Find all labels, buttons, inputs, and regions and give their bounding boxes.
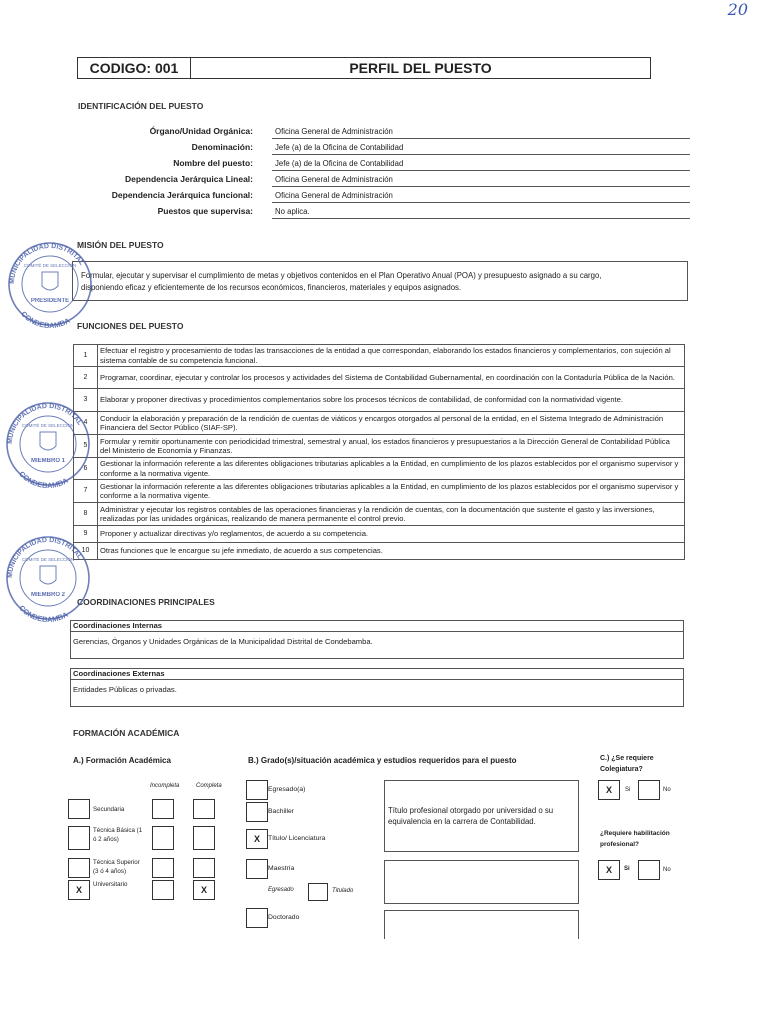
incompleta-header: Incompleta bbox=[150, 783, 180, 789]
ident-label: Nombre del puesto: bbox=[173, 158, 253, 168]
funcion-number: 1 bbox=[74, 345, 98, 367]
coordinaciones-internas-label: Coordinaciones Internas bbox=[71, 621, 683, 632]
ident-value: Oficina General de Administración bbox=[272, 189, 690, 203]
identificacion-title: IDENTIFICACIÓN DEL PUESTO bbox=[78, 101, 204, 111]
nivel-checkbox bbox=[68, 858, 90, 878]
nivel-completa-checkbox bbox=[193, 799, 215, 819]
coordinaciones-externas-label: Coordinaciones Externas bbox=[71, 669, 683, 680]
formacion-title: FORMACIÓN ACADÉMICA bbox=[73, 728, 180, 738]
ident-label: Puestos que supervisa: bbox=[157, 206, 253, 216]
ident-value: Jefe (a) de la Oficina de Contabilidad bbox=[272, 157, 690, 171]
funcion-row bbox=[74, 389, 685, 412]
funciones-title: FUNCIONES DEL PUESTO bbox=[77, 321, 184, 331]
funcion-row bbox=[74, 458, 685, 480]
coordinaciones-externas-box bbox=[70, 668, 684, 707]
funcion-number: 9 bbox=[74, 526, 98, 543]
mision-line-1: Formular, ejecutar y supervisar el cumplimiento de metas y objetivos contenidos en el Plan Operativo Anual (POA) y presupuesto asignado a su cargo, bbox=[81, 271, 602, 280]
page-number: 20 bbox=[727, 0, 748, 19]
doctorado-box bbox=[384, 910, 579, 939]
formacion-a-title: A.) Formación Académica bbox=[73, 756, 171, 765]
funcion-text: Gestionar la información referente a las diferentes obligaciones tributarias aplicables a la Entidad, en cumplimiento de los plazos establecidos por el organismo supervisor y conforme a la normativa vigente. bbox=[98, 458, 685, 480]
nivel-label: Secundaria bbox=[93, 806, 125, 813]
funcion-number: 4 bbox=[74, 412, 98, 435]
stamp-role-text: PRESIDENTE bbox=[30, 298, 70, 304]
stamp-miembro-1 bbox=[2, 400, 94, 488]
stamp-top-text: MUNICIPALIDAD DISTRITAL bbox=[6, 402, 84, 445]
habilitacion-no-checkbox bbox=[638, 860, 660, 880]
funcion-number: 8 bbox=[74, 503, 98, 526]
funcion-text: Proponer y actualizar directivas y/o reglamentos, de acuerdo a su competencia. bbox=[98, 526, 685, 543]
funcion-text: Otras funciones que le encargue su jefe inmediato, de acuerdo a sus competencias. bbox=[98, 543, 685, 560]
colegiatura-si-label: Si bbox=[625, 787, 631, 793]
stamp-bottom-text: CONDEBAMBA bbox=[17, 469, 70, 488]
funcion-row bbox=[74, 503, 685, 526]
funcion-text: Programar, coordinar, ejecutar y controlar los procesos y actividades del Sistema de Contabilidad Gubernamental, en coordinación con la Contaduría Pública de la Nación. bbox=[98, 367, 685, 389]
shield-icon bbox=[42, 272, 58, 290]
stamp-bottom-text: CONDEBAMBA bbox=[19, 309, 72, 328]
colegiatura-no-checkbox bbox=[638, 780, 660, 800]
nivel-checkbox bbox=[68, 826, 90, 850]
formacion-b-title: B.) Grado(s)/situación académica y estudios requeridos para el puesto bbox=[248, 756, 517, 765]
funcion-row bbox=[74, 412, 685, 435]
nivel-incompleta-checkbox bbox=[152, 858, 174, 878]
habilitacion-si-label: Si bbox=[624, 866, 630, 872]
nivel-checkbox bbox=[68, 799, 90, 819]
titulado-label: Titulado bbox=[332, 888, 354, 894]
stamp-inner-text: COMITÉ DE SELECCIÓN bbox=[21, 557, 75, 562]
ident-label: Dependencia Jerárquica Lineal: bbox=[124, 174, 253, 184]
shield-icon bbox=[40, 566, 56, 584]
coordinaciones-internas-text: Gerencias, Órganos y Unidades Orgánicas de la Municipalidad Distrital de Condebamba. bbox=[73, 637, 373, 646]
nivel-completa-checkbox bbox=[193, 858, 215, 878]
stamp-role-text: MIEMBRO 1 bbox=[30, 458, 66, 464]
funcion-text: Formular y remitir oportunamente con periodicidad trimestral, semestral y anual, los estados financieros y presupuestarios a la Dirección General de Contabilidad Pública del Ministerio de Economía y Finanzas. bbox=[98, 435, 685, 458]
grado-checkbox bbox=[246, 859, 268, 879]
grado-label: Título/ Licenciatura bbox=[268, 835, 326, 842]
grado-label: Egresado(a) bbox=[268, 786, 306, 793]
completa-header: Completa bbox=[196, 783, 222, 789]
ident-label: Denominación: bbox=[191, 142, 253, 152]
nivel-label: Técnica Superior (3 ó 4 años) bbox=[93, 859, 140, 875]
stamp-bottom-text: CONDEBAMBA bbox=[17, 603, 70, 622]
funcion-row bbox=[74, 345, 685, 367]
funcion-row bbox=[74, 526, 685, 543]
stamp-top-text: MUNICIPALIDAD DISTRITAL bbox=[6, 536, 84, 579]
nivel-completa-checkbox: X bbox=[193, 880, 215, 900]
colegiatura-title: C.) ¿Se requiere Colegiatura? bbox=[600, 755, 654, 773]
funcion-text: Gestionar la información referente a las diferentes obligaciones tributarias aplicables a la Entidad, en cumplimiento de los plazos establecidos por el organismo supervisor y conforme a la normativa vigente. bbox=[98, 480, 685, 503]
nivel-incompleta-checkbox bbox=[152, 799, 174, 819]
stamp-presidente bbox=[4, 240, 96, 328]
titulo-description: Título profesional otorgado por universidad o su equivalencia en la carrera de Contabilidad. bbox=[388, 806, 554, 826]
mision-title: MISIÓN DEL PUESTO bbox=[77, 240, 164, 250]
grado-checkbox: X bbox=[246, 829, 268, 849]
funcion-text: Administrar y ejecutar los registros contables de las operaciones financieras y la rendición de cuentas, con la documentación que sustente el gasto y las inversiones, realizadas por las unidades orgánicas, realizando de manera permanente el control previo. bbox=[98, 503, 685, 526]
funcion-number: 3 bbox=[74, 389, 98, 412]
ident-value: Oficina General de Administración bbox=[272, 173, 690, 187]
habilitacion-no-label: No bbox=[663, 867, 671, 873]
mision-line-2: disponiendo eficaz y eficientemente de los recursos económicos, financieros, materiales y equipos asignados. bbox=[81, 283, 462, 292]
funcion-row bbox=[74, 367, 685, 389]
nivel-incompleta-checkbox bbox=[152, 880, 174, 900]
funcion-number: 6 bbox=[74, 458, 98, 480]
nivel-completa-checkbox bbox=[193, 826, 215, 850]
grado-label: Maestría bbox=[268, 865, 295, 872]
habilitacion-si-checkbox: X bbox=[598, 860, 620, 880]
nivel-incompleta-checkbox bbox=[152, 826, 174, 850]
grado-checkbox bbox=[246, 780, 268, 800]
ident-value: Jefe (a) de la Oficina de Contabilidad bbox=[272, 141, 690, 155]
funcion-number: 2 bbox=[74, 367, 98, 389]
coordinaciones-internas-box bbox=[70, 620, 684, 659]
ident-value: No aplica. bbox=[272, 205, 690, 219]
funcion-number: 10 bbox=[74, 543, 98, 560]
stamp-role-text: MIEMBRO 2 bbox=[30, 592, 66, 598]
document-header bbox=[77, 57, 651, 79]
funcion-number: 5 bbox=[74, 435, 98, 458]
stamp-inner-text: COMITÉ DE SELECCIÓN bbox=[21, 423, 75, 428]
funcion-text: Efectuar el registro y procesamiento de todas las transacciones de la entidad a que correspondan, elaborando los estados financieros y complementarios, con sujeción al sistema contable de su competencia funcional. bbox=[98, 345, 685, 367]
document-title: PERFIL DEL PUESTO bbox=[349, 60, 492, 76]
funcion-row bbox=[74, 543, 685, 560]
mision-box bbox=[72, 261, 688, 301]
grado-label: Bachiller bbox=[268, 808, 295, 815]
colegiatura-no-label: No bbox=[663, 787, 671, 793]
titulo-description-box bbox=[384, 780, 579, 852]
stamp-miembro-2 bbox=[2, 534, 94, 622]
funcion-row bbox=[74, 435, 685, 458]
grado-checkbox bbox=[246, 908, 268, 928]
egresado-checkbox bbox=[308, 883, 328, 901]
funcion-number: 7 bbox=[74, 480, 98, 503]
document-code: CODIGO: 001 bbox=[78, 58, 191, 78]
grado-label: Doctorado bbox=[268, 914, 300, 921]
nivel-label: Técnica Básica (1 ó 2 años) bbox=[93, 827, 143, 843]
funcion-text: Elaborar y proponer directivas y procedimientos complementarios sobre los procesos técnicos de contabilidad, de conformidad con la normatividad vigente. bbox=[98, 389, 685, 412]
habilitacion-title: ¿Requiere habilitación profesional? bbox=[600, 830, 670, 848]
nivel-label: Universitario bbox=[93, 881, 128, 888]
egresado-label: Egresado bbox=[268, 887, 294, 893]
ident-value: Oficina General de Administración bbox=[272, 125, 690, 139]
nivel-checkbox: X bbox=[68, 880, 90, 900]
ident-label: Dependencia Jerárquica funcional: bbox=[111, 190, 253, 200]
funciones-table bbox=[73, 344, 685, 560]
maestria-box bbox=[384, 860, 579, 904]
grado-checkbox bbox=[246, 802, 268, 822]
shield-icon bbox=[40, 432, 56, 450]
stamp-top-text: MUNICIPALIDAD DISTRITAL bbox=[8, 242, 86, 285]
ident-label: Órgano/Unidad Orgánica: bbox=[149, 126, 253, 136]
colegiatura-si-checkbox: X bbox=[598, 780, 620, 800]
funcion-row bbox=[74, 480, 685, 503]
funcion-text: Conducir la elaboración y preparación de la rendición de cuentas de viáticos y encargos otorgados al personal de la entidad, en el Sistema Integrado de Administración Financiera del Sector Público (SIAF-SP). bbox=[98, 412, 685, 435]
stamp-inner-text: COMITÉ DE SELECCIÓN bbox=[23, 263, 77, 268]
coordinaciones-externas-text: Entidades Públicas o privadas. bbox=[73, 685, 177, 694]
coordinaciones-title: COORDINACIONES PRINCIPALES bbox=[77, 597, 215, 607]
